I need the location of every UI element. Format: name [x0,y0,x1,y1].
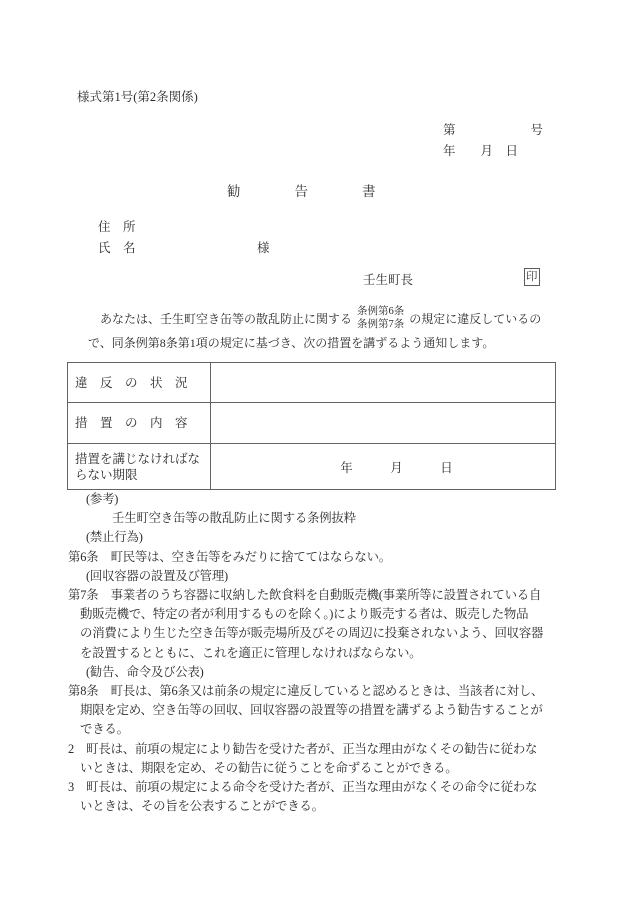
reference-line: (参考) [86,492,119,506]
reference-line: いときは、期限を定め、その勧告に従うことを命ずることができる。 [80,760,458,775]
notice-line-2: で、同条例第8条第1項の規定に基づき、次の措置を講ずるよう通知します。 [88,336,495,350]
reference-line: の消費により生じた空き缶等が販売場所及びその周辺に投棄されないよう、回収容器 [80,626,544,641]
reference-section [68,490,543,816]
issue-date-line: 年 月 日 [443,144,519,158]
reference-line: (回収容器の設置及び管理) [86,568,228,583]
reference-line: を設置するとともに、これを適正に管理しなければならない。 [80,645,422,660]
row-value-measures [211,403,556,444]
form-number: 様式第1号(第2条関係) [77,90,198,104]
mayor-title: 壬生町長 [363,273,414,287]
reference-line: 期限を定め、空き缶等の回収、回収容器の設置等の措置を講ずるよう勧告することが [80,703,543,718]
reference-line: いときは、その旨を公表することができる。 [80,799,324,814]
name-line [98,238,270,256]
reference-line: 3 町長は、前項の規定による命令を受けた者が、正当な理由がなくその命令に従わな [68,780,538,795]
row-value-violation [211,363,556,403]
document-number-line: 第 号 [443,123,544,137]
reference-line: (禁止行為) [86,530,143,545]
document-title: 勧告書 [227,184,430,199]
notice-line-1 [88,303,578,333]
notice-paragraph [88,303,578,353]
measures-table [67,362,556,490]
row-label-deadline: 措置を講じなければならない期限 [68,444,211,490]
row-value-deadline: 年 月 日 [211,444,556,490]
reference-line: 壬生町空き缶等の散乱防止に関する条例抜粋 [112,511,356,526]
reference-line: できる。 [80,722,129,737]
row-label-violation: 違 反 の 状 況 [68,363,211,403]
reference-line: 動販売機で、特定の者が利用するものを除く。)により販売する者は、販売した物品 [80,607,529,622]
notice-text-pre: あなたは、壬生町空き缶等の散乱防止に関する [88,311,353,326]
reference-line: 第8条 町長は、第6条又は前条の規定に違反していると認めるときは、当該者に対し、 [68,684,544,699]
reference-line: 第6条 町民等は、空き缶等をみだりに捨ててはならない。 [68,549,391,564]
table-row-violation [68,363,556,403]
table-row-deadline [68,444,556,490]
seal-stamp: 印 [524,268,540,286]
reference-line: (勧告、命令及び公表) [86,664,204,679]
honorific-label: 様 [257,241,270,255]
notice-text-post: の規定に違反しているの [409,311,542,326]
reference-line: 2 町長は、前項の規定により勧告を受けた者が、正当な理由がなくその勧告に従わな [68,741,538,756]
name-label: 氏 名 [98,241,136,255]
row-label-measures: 措 置 の 内 容 [68,403,211,444]
ordinance-article-6: 条例第6条 [357,306,405,317]
table-row-measures [68,403,556,444]
reference-line: 第7条 事業者のうち容器に収納した飲食料を自動販売機(事業所等に設置されている自 [68,588,542,603]
address-label: 住 所 [98,220,136,234]
ordinance-articles-stack [357,305,404,331]
ordinance-article-7: 条例第7条 [357,319,405,330]
